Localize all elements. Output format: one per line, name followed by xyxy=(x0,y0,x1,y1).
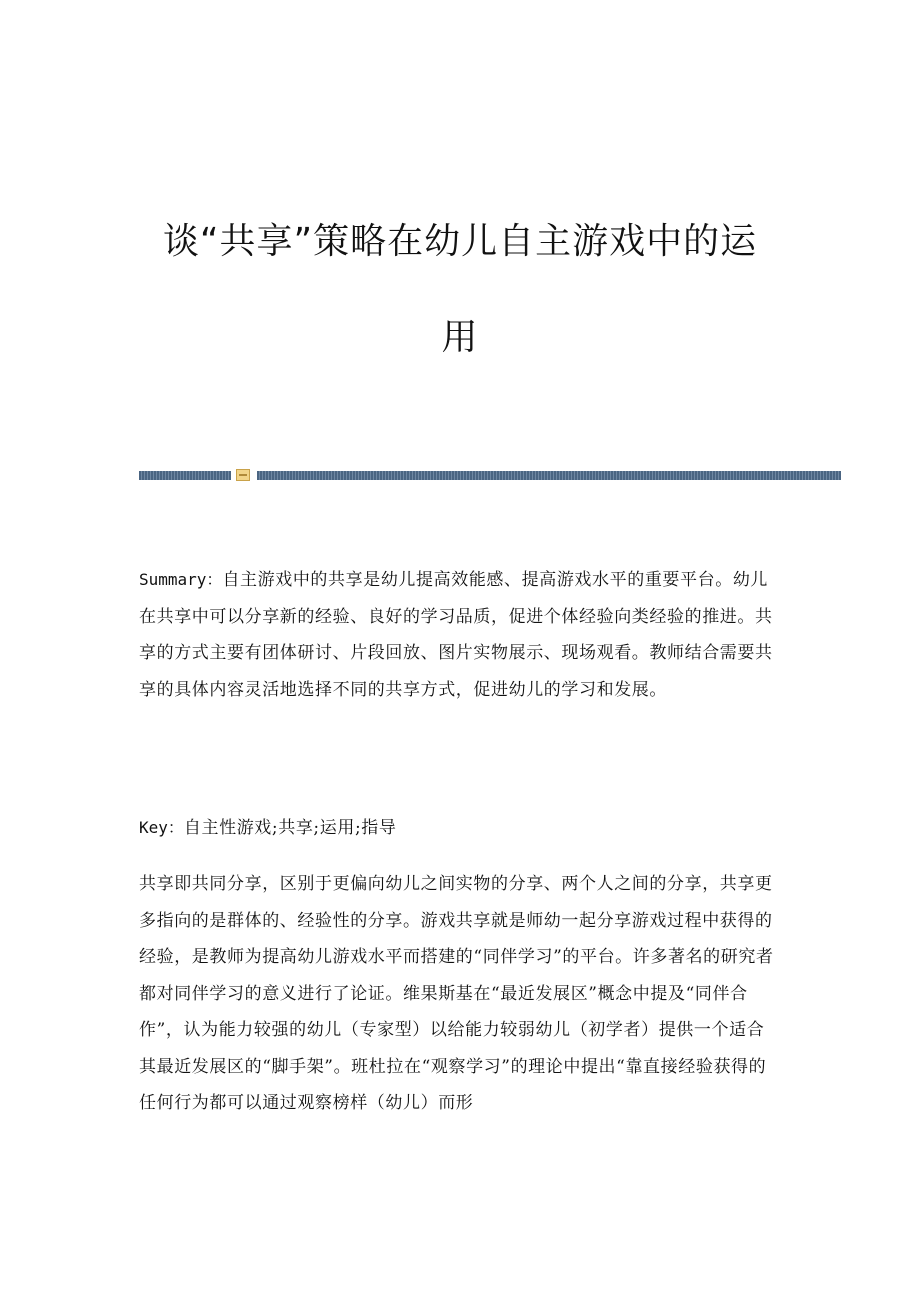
summary-text: 自主游戏中的共享是幼儿提高效能感、提高游戏水平的重要平台。幼儿在共享中可以分享新的经验、良好的学习品质，促进个体经验向类经验的推进。共享的方式主要有团体研讨、片段回放、图片实物展示、现场观看。教师结合需要共享的具体内容灵活地选择不同的共享方式，促进幼儿的学习和发展。 xyxy=(139,570,773,700)
keywords-paragraph xyxy=(139,810,779,847)
summary-label: Summary： xyxy=(139,570,223,589)
summary-paragraph xyxy=(139,562,779,708)
document-title-line-1: 谈“共享”策略在幼儿自主游戏中的运 xyxy=(162,221,758,262)
keywords-label: Key： xyxy=(139,818,184,837)
document-title-line-2: 用 xyxy=(441,317,479,358)
divider-right-segment xyxy=(257,471,841,480)
divider-left-segment xyxy=(139,471,231,480)
body-paragraph: 共享即共同分享，区别于更偏向幼儿之间实物的分享、两个人之间的分享，共享更多指向的是群体的、经验性的分享。游戏共享就是师幼一起分享游戏过程中获得的经验，是教师为提高幼儿游戏水平而搭建的“同伴学习”的平台。许多著名的研究者都对同伴学习的意义进行了论证。维果斯基在“最近发展区”概念中提及“同伴合作”，认为能力较强的幼儿（专家型）以给能力较弱幼儿（初学者）提供一个适合其最近发展区的“脚手架”。班杜拉在“观察学习”的理论中提出“靠直接经验获得的任何行为都可以通过观察榜样（幼儿）而形 xyxy=(139,874,774,1113)
divider-ornament-icon xyxy=(236,469,250,481)
keywords-text: 自主性游戏;共享;运用;指导 xyxy=(183,818,397,838)
title-divider xyxy=(139,471,841,480)
